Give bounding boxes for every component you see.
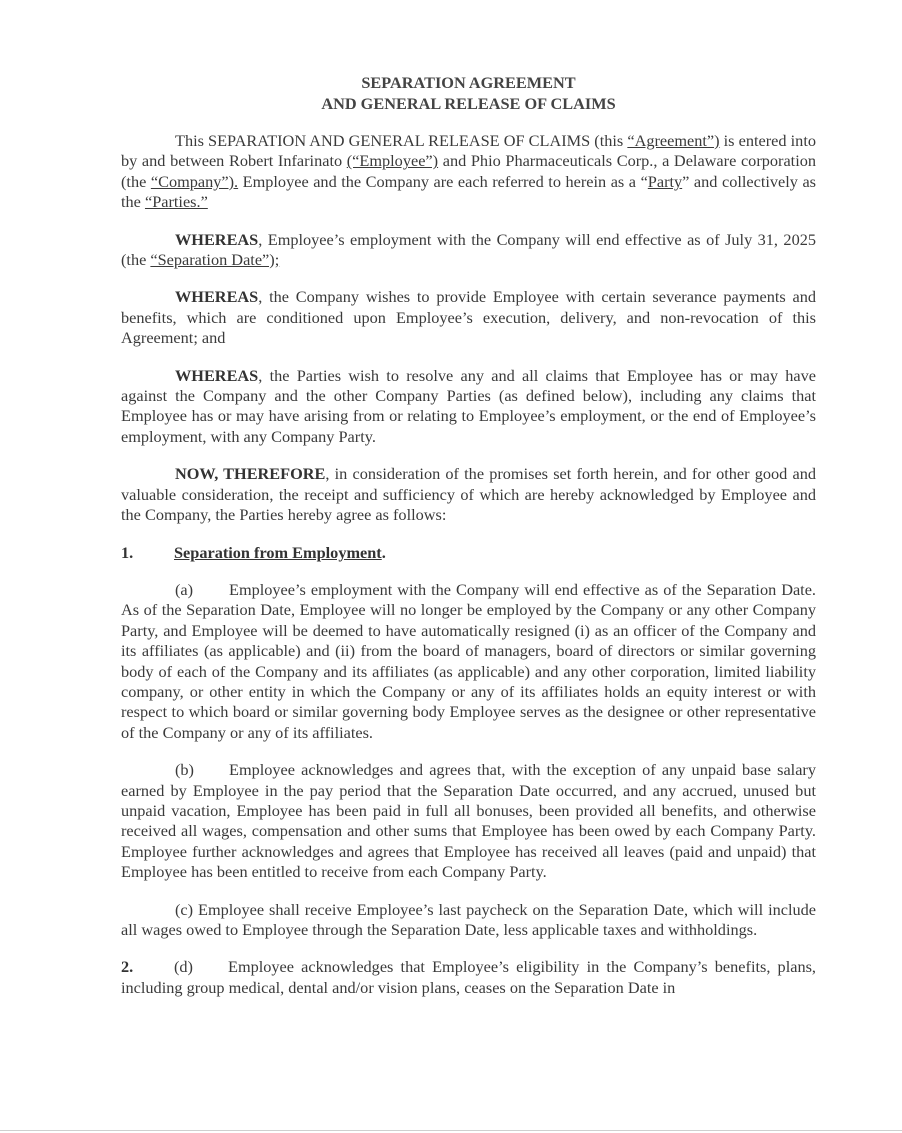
paragraph-text: Employee acknowledges that Employee’s eligibility in the Company’s benefits, plans, including group medical, dental and/or vision plans, ceases on the Separation Date in: [121, 957, 816, 997]
document-content: [121, 72, 816, 998]
paragraph-text: (c) Employee shall receive Employee’s last paycheck on the Separation Date, which will include all wages owed to Employee through the Separation Date, less applicable taxes and withholdings.: [121, 899, 816, 939]
parties-defined-term: “Parties.”: [144, 192, 208, 212]
intro-paragraph: [121, 131, 816, 213]
paragraph-label: (a): [175, 579, 194, 599]
whereas-paragraph-1: [121, 230, 816, 271]
whereas-text: , the Company wishes to provide Employee with certain severance payments and benefits, which are conditioned upon Employee’s execution, delivery, and non-revocation of this Agreement; and: [121, 287, 816, 348]
whereas-paragraph-2: [121, 287, 816, 348]
whereas-lead: WHEREAS: [175, 287, 259, 307]
now-therefore-lead: NOW, THEREFORE: [175, 464, 326, 484]
page-bottom-edge: [0, 1130, 902, 1131]
intro-text: Employee and the Company are each referred to herein as a “: [238, 171, 648, 191]
title-line-1: SEPARATION AGREEMENT: [361, 73, 576, 92]
paragraph-c: [121, 900, 816, 941]
paragraph-label: (d): [174, 957, 193, 977]
section-number: 1.: [121, 542, 134, 562]
document-title: [121, 72, 816, 114]
whereas-text: , the Parties wish to resolve any and all claims that Employee has or may have against the Company and the other Company Parties (as defined below), including any claims that Employee has or may have arising from or relating to Employee’s employment, or the end of Employee’s employment, with any Company Party.: [121, 365, 816, 446]
intro-text: This SEPARATION AND GENERAL RELEASE OF CLAIMS (this: [175, 131, 628, 150]
intro-text: is entered into by and between Robert Infarinato: [121, 131, 816, 171]
paragraph-b: [121, 760, 816, 882]
title-line-2: AND GENERAL RELEASE OF CLAIMS: [321, 94, 616, 113]
section-1-heading: [121, 543, 816, 563]
paragraph-d: [121, 957, 816, 998]
now-therefore-text: , in consideration of the promises set forth herein, and for other good and valuable consideration, the receipt and sufficiency of which are hereby acknowledged by Employee and the Company, the Parties hereby agree as follows:: [121, 464, 817, 525]
whereas-lead: WHEREAS: [175, 365, 259, 385]
paragraph-text: Employee’s employment with the Company will end effective as of the Separation Date. As of the Separation Date, Employee will no longer be employed by the Company or any other Company Party, and Employee will be deemed to have automatically resigned (i) as an officer of the Company and its affiliates (as applicable) and (ii) from the board of managers, board of directors or similar governing body of each of the Company and its affiliates (as applicable) and any other corporation, limited liability company, or other entity in which the Company or any of its affiliates holds an equity interest or with respect to which board or similar governing body Employee serves as the designee or other representative of the Company or any of its affiliates.: [121, 579, 816, 742]
company-defined-term: “Company”).: [150, 171, 239, 191]
whereas-paragraph-3: [121, 366, 816, 448]
section-title: Separation from Employment: [174, 542, 382, 562]
intro-text: and Phio Pharmaceuticals Corp., a Delaware corporation (the: [121, 151, 816, 191]
party-defined-term: Party: [647, 171, 683, 191]
whereas-lead: WHEREAS: [175, 229, 259, 249]
paragraph-a: [121, 580, 816, 743]
separation-date-defined-term: “Separation Date”);: [150, 250, 280, 270]
paragraph-text: Employee acknowledges and agrees that, with the exception of any unpaid base salary earned by Employee in the pay period that the Separation Date occurred, and any accrued, unused but unpaid vacation, Employee has been paid in full all bonuses, been provided all benefits, and otherwise received all wages, compensation and other sums that Employee has been owed by each Company Party. Employee further acknowledges and agrees that Employee has received all leaves (paid and unpaid) that Employee has been entitled to receive from each Company Party.: [121, 760, 816, 882]
section-number: 2.: [121, 957, 134, 977]
now-therefore-paragraph: [121, 464, 816, 525]
paragraph-label: (b): [175, 760, 194, 780]
employee-defined-term: (“Employee”): [346, 151, 439, 171]
section-title-period: .: [381, 542, 386, 562]
intro-text: ” and collectively as the: [121, 171, 817, 212]
agreement-defined-term: “Agreement”): [627, 131, 720, 150]
whereas-text: , Employee’s employment with the Company will end effective as of July 31, 2025 (the: [121, 229, 816, 270]
